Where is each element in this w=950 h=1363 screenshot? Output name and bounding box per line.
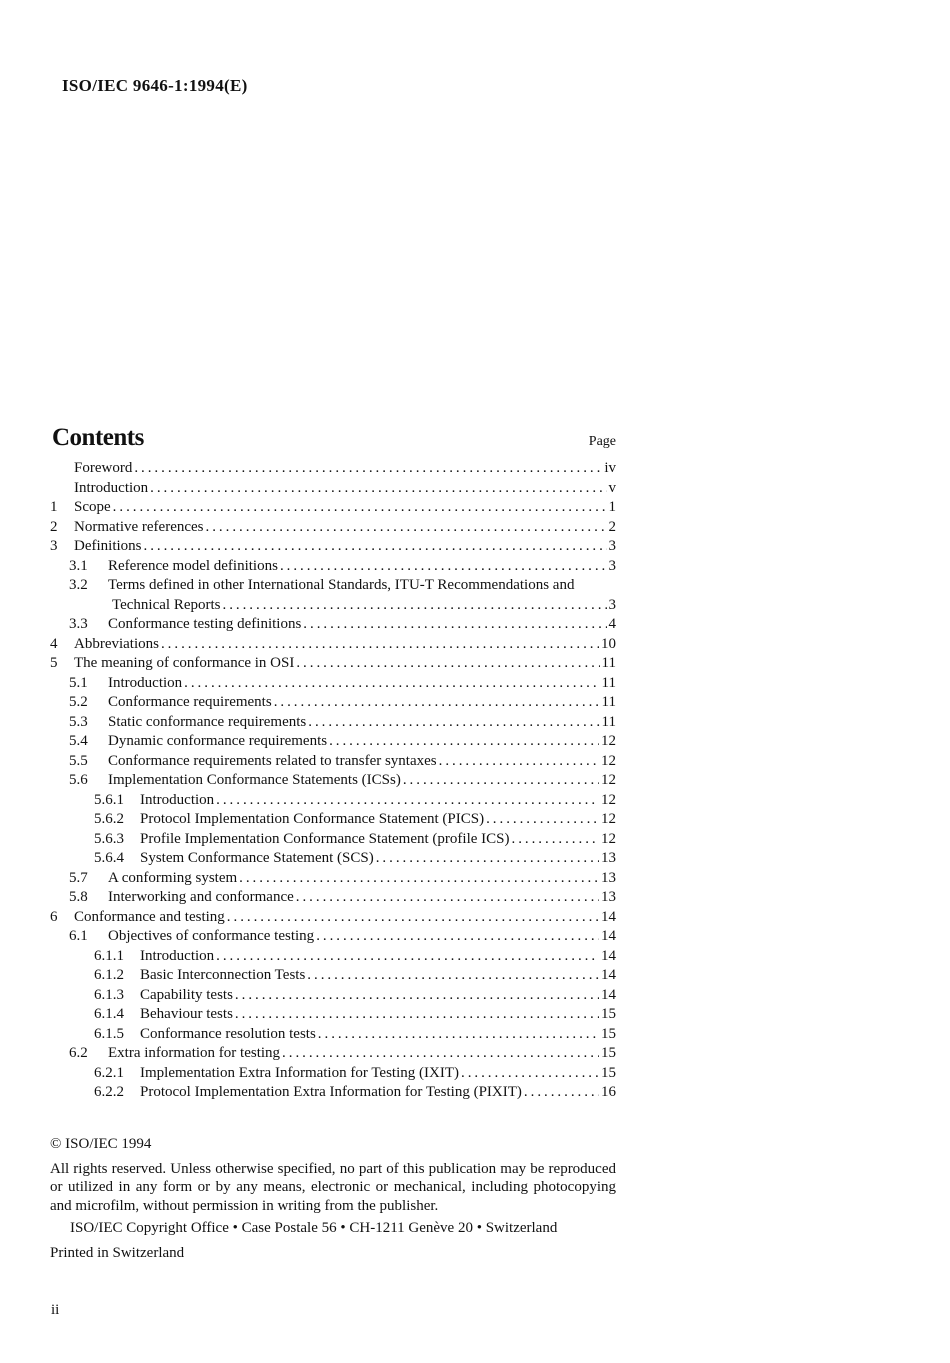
toc-entry-number: 6.1.4 bbox=[94, 1006, 124, 1022]
toc-entry[interactable] bbox=[50, 810, 616, 830]
toc-entry-title: Foreword bbox=[74, 460, 133, 476]
toc-entry-page: 12 bbox=[601, 733, 616, 749]
toc-entry[interactable] bbox=[50, 1005, 616, 1025]
copyright-notice: © ISO/IEC 1994 bbox=[50, 1136, 152, 1152]
toc-entry[interactable] bbox=[50, 1064, 616, 1084]
toc-entry[interactable] bbox=[50, 849, 616, 869]
toc-entry[interactable] bbox=[50, 596, 616, 616]
toc-entry-page: 14 bbox=[601, 908, 616, 925]
dot-leader bbox=[307, 966, 599, 986]
toc-title: Contents bbox=[52, 424, 144, 451]
toc-entry-title: Definitions bbox=[74, 538, 142, 554]
dot-leader bbox=[184, 674, 599, 694]
toc-entry-page: 13 bbox=[601, 889, 616, 905]
dot-leader bbox=[216, 791, 599, 811]
toc-entry-number: 6.2.2 bbox=[94, 1084, 124, 1100]
toc-entry-number: 5.1 bbox=[69, 674, 88, 691]
toc-entry-page: 13 bbox=[601, 869, 616, 886]
toc-entry-title: Scope bbox=[74, 499, 111, 515]
toc-entry-page: 4 bbox=[608, 616, 616, 632]
dot-leader bbox=[161, 635, 599, 655]
toc-entry-title: Extra information for testing bbox=[108, 1045, 281, 1061]
toc-entry-number: 1 bbox=[50, 499, 58, 515]
toc-entry-page: 12 bbox=[601, 791, 616, 808]
toc-entry-page: 11 bbox=[601, 674, 616, 691]
toc-entry[interactable] bbox=[50, 888, 616, 908]
toc-entry[interactable] bbox=[50, 635, 616, 655]
toc-entry-title: Basic Interconnection Tests bbox=[140, 967, 306, 983]
toc-entry-page: 14 bbox=[601, 947, 616, 964]
toc-entry-title: Introduction bbox=[140, 947, 215, 964]
toc-entry-title: Introduction bbox=[74, 479, 149, 496]
printed-location: Printed in Switzerland bbox=[50, 1244, 185, 1261]
toc-entry-number: 6.1.2 bbox=[94, 967, 124, 983]
toc-entry-number: 4 bbox=[50, 635, 58, 652]
dot-leader bbox=[439, 752, 599, 772]
toc-entry[interactable] bbox=[50, 537, 616, 557]
dot-leader bbox=[316, 927, 599, 947]
toc-entry-number: 5 bbox=[50, 655, 58, 671]
dot-leader bbox=[223, 596, 607, 616]
toc-entry-title: Conformance resolution tests bbox=[140, 1025, 316, 1042]
toc-entry-title: Normative references bbox=[74, 518, 204, 535]
toc-header bbox=[50, 424, 616, 459]
toc-entry-number: 5.6.1 bbox=[94, 791, 124, 808]
toc-entry-number: 6 bbox=[50, 908, 58, 925]
toc-entry-page: 15 bbox=[601, 1025, 616, 1042]
toc-entry[interactable] bbox=[50, 830, 616, 850]
toc-entry-title: Introduction bbox=[108, 674, 183, 691]
dot-leader bbox=[216, 947, 599, 967]
toc-entry-page: 16 bbox=[601, 1084, 616, 1100]
toc-entry-title: Conformance testing definitions bbox=[108, 616, 302, 632]
dot-leader bbox=[235, 1005, 599, 1025]
toc-entry-page: 12 bbox=[601, 811, 616, 827]
toc-entry-page: 14 bbox=[601, 986, 616, 1003]
toc-entry-title: Conformance and testing bbox=[74, 908, 225, 925]
toc-entry-number: 2 bbox=[50, 518, 58, 535]
toc-entry-number: 5.7 bbox=[69, 869, 88, 886]
toc-entry-title: Behaviour tests bbox=[140, 1006, 233, 1022]
toc-entry[interactable] bbox=[50, 498, 616, 518]
toc-entry-page: 15 bbox=[601, 1045, 616, 1061]
dot-leader bbox=[296, 888, 599, 908]
toc-entry[interactable] bbox=[50, 654, 616, 674]
toc-entry-title: Objectives of conformance testing bbox=[108, 928, 315, 944]
toc-entry-title: Static conformance requirements bbox=[108, 713, 307, 730]
toc-page-column-label: Page bbox=[588, 434, 616, 449]
toc-entry-title: Dynamic conformance requirements bbox=[108, 733, 328, 749]
toc-entry-title: Protocol Implementation Extra Information for Testing (PIXIT) bbox=[140, 1084, 522, 1100]
toc-entry-page: 3 bbox=[608, 557, 616, 574]
toc-entry[interactable] bbox=[50, 518, 616, 538]
toc-entry-number: 3 bbox=[50, 538, 58, 554]
dot-leader bbox=[524, 1083, 599, 1103]
toc-entry-title: A conforming system bbox=[108, 869, 238, 886]
toc-entry-page: 15 bbox=[601, 1064, 616, 1081]
toc-entry-page: 12 bbox=[601, 772, 616, 788]
toc-entry-number: 5.3 bbox=[69, 713, 88, 730]
dot-leader bbox=[227, 908, 599, 928]
toc-entry-title: Conformance requirements related to transfer syntaxes bbox=[108, 752, 437, 769]
table-of-contents bbox=[50, 424, 616, 1103]
toc-entry-number: 3.3 bbox=[69, 616, 88, 632]
copyright-block bbox=[50, 1135, 616, 1262]
toc-entry-page: 1 bbox=[608, 499, 616, 515]
toc-entry[interactable] bbox=[50, 713, 616, 733]
toc-entry-number: 5.4 bbox=[69, 733, 88, 749]
dot-leader bbox=[329, 732, 599, 752]
toc-entry-list bbox=[50, 459, 616, 1103]
toc-entry-number: 5.6.2 bbox=[94, 811, 124, 827]
toc-entry-page: 2 bbox=[608, 518, 616, 535]
toc-entry[interactable] bbox=[50, 947, 616, 967]
dot-leader bbox=[274, 693, 600, 713]
toc-entry-page: 15 bbox=[601, 1006, 616, 1022]
dot-leader bbox=[512, 830, 600, 850]
toc-entry[interactable] bbox=[50, 771, 616, 791]
toc-entry[interactable] bbox=[50, 1083, 616, 1103]
toc-entry[interactable] bbox=[50, 557, 616, 577]
document-identifier: ISO/IEC 9646-1:1994(E) bbox=[62, 76, 248, 95]
toc-entry-page: 14 bbox=[601, 928, 616, 944]
dot-leader bbox=[280, 557, 607, 577]
toc-entry-number: 5.6.4 bbox=[94, 850, 124, 866]
toc-entry-number: 5.5 bbox=[69, 752, 88, 769]
toc-entry-title: Terms defined in other International Standards, ITU-T Recommendations and bbox=[108, 577, 575, 593]
toc-entry-title: Reference model definitions bbox=[108, 557, 278, 574]
toc-entry[interactable] bbox=[50, 615, 616, 635]
dot-leader bbox=[239, 869, 599, 889]
toc-entry-number: 6.1 bbox=[69, 928, 88, 944]
dot-leader bbox=[318, 1025, 599, 1045]
toc-entry-title: Technical Reports bbox=[112, 596, 221, 613]
toc-entry-number: 5.6.3 bbox=[94, 830, 124, 847]
toc-entry-number: 6.1.5 bbox=[94, 1025, 124, 1042]
toc-entry-page: 14 bbox=[601, 967, 616, 983]
toc-entry[interactable] bbox=[50, 927, 616, 947]
dot-leader bbox=[461, 1064, 599, 1084]
dot-leader bbox=[308, 713, 599, 733]
toc-entry-title: Introduction bbox=[140, 791, 215, 808]
toc-entry[interactable] bbox=[50, 576, 616, 596]
toc-entry-title: Interworking and conformance bbox=[108, 889, 294, 905]
toc-entry-page: 3 bbox=[608, 538, 616, 554]
toc-entry[interactable] bbox=[50, 732, 616, 752]
toc-entry-title: Profile Implementation Conformance Statement (profile ICS) bbox=[140, 830, 510, 847]
toc-entry[interactable] bbox=[50, 908, 616, 928]
toc-entry[interactable] bbox=[50, 479, 616, 499]
toc-entry-number: 6.2 bbox=[69, 1045, 88, 1061]
toc-entry-page: 12 bbox=[601, 752, 616, 769]
toc-entry-number: 3.2 bbox=[69, 577, 88, 593]
toc-entry-page: 11 bbox=[601, 713, 616, 730]
dot-leader bbox=[403, 771, 599, 791]
toc-entry[interactable] bbox=[50, 1025, 616, 1045]
toc-entry-title: Implementation Extra Information for Testing (IXIT) bbox=[140, 1064, 459, 1081]
dot-leader bbox=[113, 498, 607, 518]
toc-entry-page: 10 bbox=[601, 635, 616, 652]
toc-entry-page: 11 bbox=[601, 655, 616, 671]
rights-statement: All rights reserved. Unless otherwise specified, no part of this publication may be reproduced or utilized in any form or by any means, electronic or mechanical, including photocopying and microfilm, without permission in writing from the publisher. bbox=[50, 1160, 616, 1214]
toc-entry-number: 6.2.1 bbox=[94, 1064, 124, 1081]
toc-entry-title: Abbreviations bbox=[74, 635, 159, 652]
dot-leader bbox=[134, 459, 602, 479]
toc-entry[interactable] bbox=[50, 459, 616, 479]
toc-entry-number: 5.2 bbox=[69, 694, 88, 710]
toc-entry[interactable] bbox=[50, 791, 616, 811]
toc-entry[interactable] bbox=[50, 674, 616, 694]
dot-leader bbox=[206, 518, 607, 538]
toc-entry[interactable] bbox=[50, 1044, 616, 1064]
toc-entry-page: v bbox=[608, 479, 616, 496]
toc-entry-page: iv bbox=[604, 460, 616, 476]
dot-leader bbox=[282, 1044, 599, 1064]
toc-entry[interactable] bbox=[50, 986, 616, 1006]
toc-entry[interactable] bbox=[50, 752, 616, 772]
toc-entry-number: 6.1.3 bbox=[94, 986, 124, 1003]
toc-entry-number: 5.6 bbox=[69, 772, 88, 788]
toc-entry-number: 3.1 bbox=[69, 557, 88, 574]
toc-entry-title: Capability tests bbox=[140, 986, 233, 1003]
dot-leader bbox=[150, 479, 606, 499]
dot-leader bbox=[376, 849, 599, 869]
toc-entry-title: System Conformance Statement (SCS) bbox=[140, 850, 374, 866]
dot-leader bbox=[235, 986, 599, 1006]
toc-entry-title: Conformance requirements bbox=[108, 694, 272, 710]
toc-entry-number: 6.1.1 bbox=[94, 947, 124, 964]
dot-leader bbox=[144, 537, 607, 557]
toc-entry-title: Implementation Conformance Statements (ICSs) bbox=[108, 772, 401, 788]
toc-entry[interactable] bbox=[50, 693, 616, 713]
toc-entry-page: 11 bbox=[601, 694, 616, 710]
page-number: ii bbox=[51, 1302, 60, 1318]
toc-entry-page: 12 bbox=[601, 830, 616, 847]
toc-entry[interactable] bbox=[50, 966, 616, 986]
toc-entry-page: 3 bbox=[608, 596, 616, 613]
toc-entry-page: 13 bbox=[601, 850, 616, 866]
toc-entry-title: Protocol Implementation Conformance Statement (PICS) bbox=[140, 811, 485, 827]
toc-entry-title: The meaning of conformance in OSI bbox=[74, 655, 295, 671]
toc-entry[interactable] bbox=[50, 869, 616, 889]
dot-leader bbox=[303, 615, 606, 635]
copyright-office-address: ISO/IEC Copyright Office • Case Postale 56 • CH-1211 Genève 20 • Switzerland bbox=[70, 1220, 558, 1236]
toc-entry-number: 5.8 bbox=[69, 889, 88, 905]
dot-leader bbox=[486, 810, 599, 830]
dot-leader bbox=[296, 654, 599, 674]
